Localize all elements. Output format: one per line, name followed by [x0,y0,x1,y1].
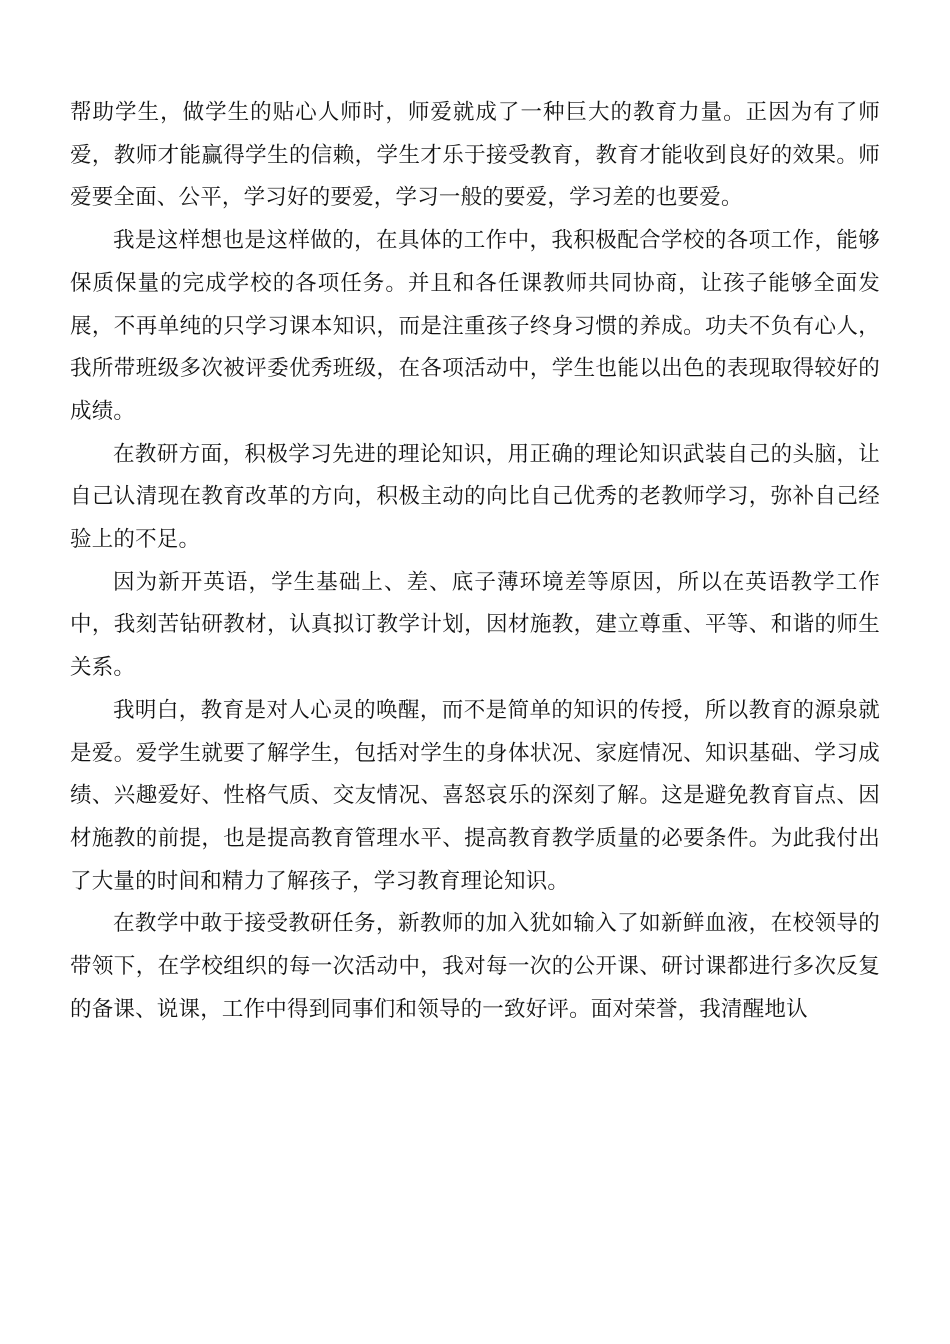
document-page [70,92,880,1031]
paragraph-6: 在教学中敢于接受教研任务，新教师的加入犹如输入了如新鲜血液，在校领导的带领下，在学校组织的每一次活动中，我对每一次的公开课、研讨课都进行多次反复的备课、说课，工作中得到同事们和领导的一致好评。面对荣誉，我清醒地认 [70,911,880,1022]
paragraph-5: 我明白，教育是对人心灵的唤醒，而不是简单的知识的传授，所以教育的源泉就是爱。爱学生就要了解学生，包括对学生的身体状况、家庭情况、知识基础、学习成绩、兴趣爱好、性格气质、交友情况、喜怒哀乐的深刻了解。这是避免教育盲点、因材施教的前提，也是提高教育管理水平、提高教育教学质量的必要条件。为此我付出了大量的时间和精力了解孩子，学习教育理论知识。 [70,697,880,894]
paragraph-1: 帮助学生，做学生的贴心人师时，师爱就成了一种巨大的教育力量。正因为有了师爱，教师才能赢得学生的信赖，学生才乐于接受教育，教育才能收到良好的效果。师爱要全面、公平，学习好的要爱，学习一般的要爱，学习差的也要爱。 [70,100,880,211]
paragraph-2: 我是这样想也是这样做的，在具体的工作中，我积极配合学校的各项工作，能够保质保量的完成学校的各项任务。并且和各任课教师共同协商，让孩子能够全面发展，不再单纯的只学习课本知识，而是注重孩子终身习惯的养成。功夫不负有心人，我所带班级多次被评委优秀班级，在各项活动中，学生也能以出色的表现取得较好的成绩。 [70,228,880,424]
paragraph-4: 因为新开英语，学生基础上、差、底子薄环境差等原因，所以在英语教学工作中，我刻苦钻研教材，认真拟订教学计划，因材施教，建立尊重、平等、和谐的师生关系。 [70,569,880,681]
paragraph-3: 在教研方面，积极学习先进的理论知识，用正确的理论知识武装自己的头脑，让自己认清现在教育改革的方向，积极主动的向比自己优秀的老教师学习，弥补自己经验上的不足。 [70,441,880,553]
